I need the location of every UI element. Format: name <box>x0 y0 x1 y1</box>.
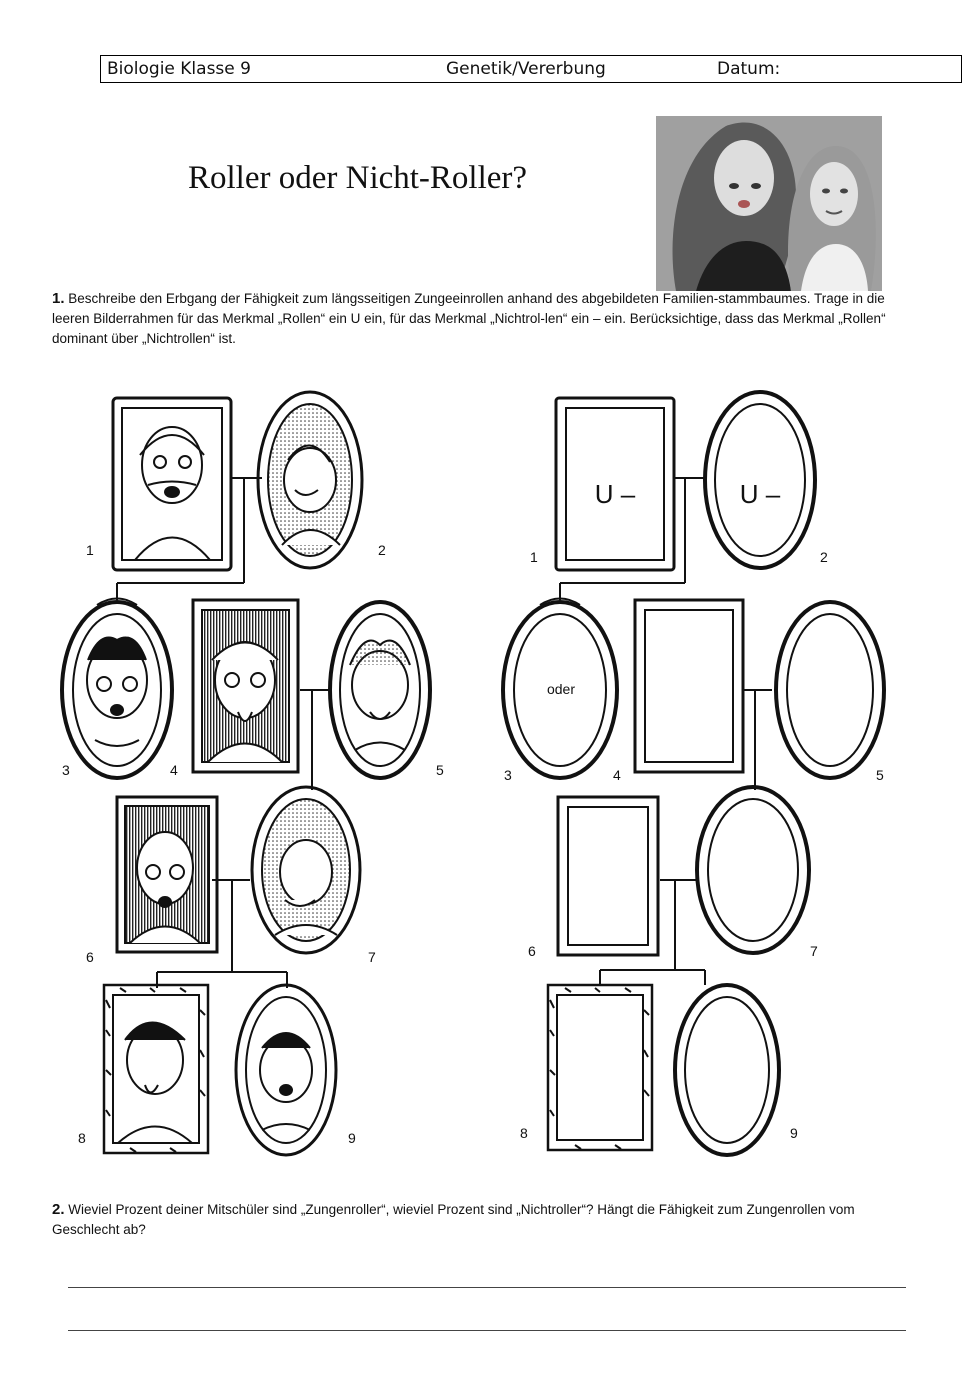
task-1-number: 1. <box>52 290 65 307</box>
left-portrait-6 <box>117 797 217 952</box>
left-number-2: 2 <box>378 542 386 558</box>
right-frame-4 <box>635 600 743 772</box>
worksheet-header <box>100 55 962 83</box>
right-number-7: 7 <box>810 943 818 959</box>
right-number-6: 6 <box>528 943 536 959</box>
right-number-9: 9 <box>790 1125 798 1141</box>
tongue-rolling-photo <box>656 116 882 291</box>
left-number-8: 8 <box>78 1130 86 1146</box>
right-frame-6 <box>558 797 658 955</box>
left-portrait-1 <box>113 398 231 570</box>
left-portrait-3 <box>62 599 172 779</box>
right-frame-9 <box>675 985 779 1155</box>
task-2-number: 2. <box>52 1201 65 1218</box>
left-number-1: 1 <box>86 542 94 558</box>
task-1-text: Beschreibe den Erbgang der Fähigkeit zum längsseitigen Zungeeinrollen anhand des abgebildeten Familien-stammbaumes. Trage in die leeren Bilderrahmen für das Merkmal „Rollen“ ein U ein, für das Merkmal „Nichtrol-len“ ein – ein. Berücksichtige, dass das Merkmal „Rollen“ dominant über „Nichtrollen“ ist. <box>52 291 886 346</box>
left-portrait-5 <box>330 602 430 778</box>
pedigree-area <box>0 380 972 1170</box>
right-number-5: 5 <box>876 767 884 783</box>
answer-frame-1: U – <box>594 479 636 509</box>
left-number-7: 7 <box>368 949 376 965</box>
answer-line-2[interactable] <box>68 1330 906 1331</box>
task-2 <box>52 1200 912 1240</box>
right-number-2: 2 <box>820 549 828 565</box>
left-portrait-2 <box>258 392 362 568</box>
answer-line-1[interactable] <box>68 1287 906 1288</box>
left-number-3: 3 <box>62 762 70 778</box>
right-number-4: 4 <box>613 767 621 783</box>
left-portrait-7 <box>252 787 360 953</box>
answer-frame-2: U – <box>739 479 781 509</box>
left-number-6: 6 <box>86 949 94 965</box>
right-number-3: 3 <box>504 767 512 783</box>
left-portrait-8 <box>104 985 208 1153</box>
right-number-1: 1 <box>530 549 538 565</box>
left-number-5: 5 <box>436 762 444 778</box>
answer-frame-3: oder <box>546 681 576 697</box>
left-number-9: 9 <box>348 1130 356 1146</box>
topic-label: Genetik/Vererbung <box>446 59 606 79</box>
left-number-4: 4 <box>170 762 178 778</box>
right-frame-8 <box>548 985 652 1150</box>
left-portrait-4 <box>193 600 298 772</box>
worksheet-title: Roller oder Nicht-Roller? <box>188 160 528 196</box>
task-1 <box>52 289 912 349</box>
right-frame-7 <box>697 787 809 953</box>
date-label: Datum: <box>717 59 781 79</box>
right-frame-5 <box>776 602 884 778</box>
left-portrait-9 <box>236 985 336 1155</box>
task-2-text: Wieviel Prozent deiner Mitschüler sind „Zungenroller“, wieviel Prozent sind „Nichtroller“? Hängt die Fähigkeit zum Zungenrollen vom Geschlecht ab? <box>52 1202 855 1237</box>
right-number-8: 8 <box>520 1125 528 1141</box>
subject-label: Biologie Klasse 9 <box>107 59 251 79</box>
